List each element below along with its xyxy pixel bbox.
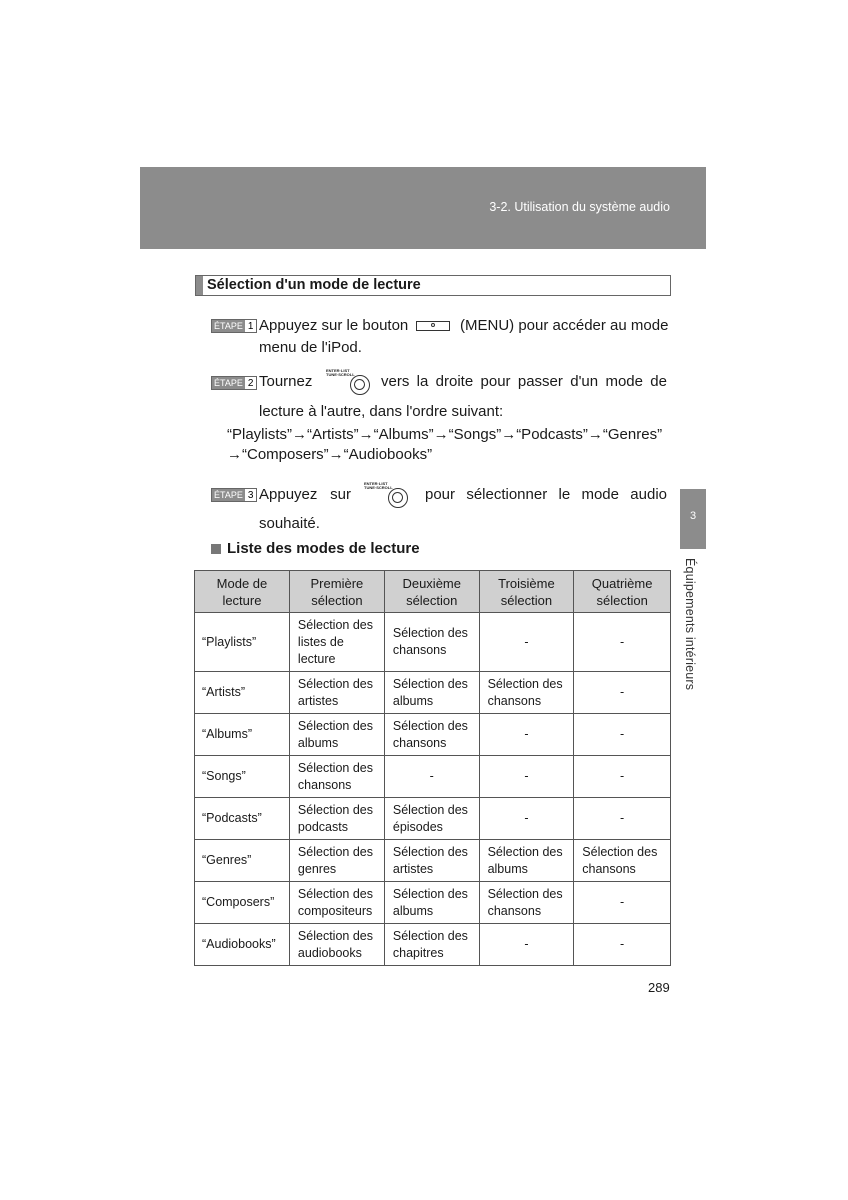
- tune-scroll-knob-icon: [364, 482, 414, 512]
- section-title-text: Sélection d'un mode de lecture: [207, 277, 421, 293]
- table-cell: “Podcasts”: [195, 798, 290, 840]
- step-2-text-start: Tournez: [259, 373, 313, 390]
- list-heading: [211, 540, 420, 557]
- step-1-text-start: Appuyez sur le bouton: [259, 317, 409, 334]
- table-cell: Sélection des épisodes: [384, 798, 479, 840]
- table-cell: Sélection des albums: [384, 882, 479, 924]
- list-heading-text: Liste des modes de lecture: [227, 540, 420, 557]
- table-cell: -: [574, 613, 671, 672]
- step-badge-1: [211, 319, 257, 333]
- step-number: 1: [245, 320, 257, 332]
- table-cell: -: [479, 714, 574, 756]
- table-cell: Sélection des genres: [289, 840, 384, 882]
- table-cell: Sélection des podcasts: [289, 798, 384, 840]
- table-cell: Sélection des chansons: [289, 756, 384, 798]
- table-cell: “Genres”: [195, 840, 290, 882]
- chapter-number: 3: [689, 510, 697, 522]
- table-cell: “Composers”: [195, 882, 290, 924]
- step-label: ÉTAPE: [214, 490, 243, 500]
- table-cell: Sélection des albums: [479, 840, 574, 882]
- table-row: [195, 924, 671, 966]
- chapter-header: [140, 167, 706, 249]
- table-header: Mode de lecture: [195, 571, 290, 613]
- section-breadcrumb: 3-2. Utilisation du système audio: [489, 200, 670, 214]
- table-cell: Sélection des chansons: [574, 840, 671, 882]
- knob-caption: ENTER·LIST TUNE·SCROLL: [326, 368, 355, 377]
- table-cell: -: [384, 756, 479, 798]
- table-cell: Sélection des albums: [384, 672, 479, 714]
- chapter-label: Équipements intérieurs: [683, 558, 697, 691]
- table-row: [195, 613, 671, 672]
- step-3-text-end: pour sélectionner le mode audio: [425, 486, 667, 503]
- step-number: 2: [245, 377, 257, 389]
- table-cell: “Audiobooks”: [195, 924, 290, 966]
- table-header-row: [195, 571, 671, 613]
- step-label: ÉTAPE: [214, 321, 243, 331]
- table-cell: Sélection des chansons: [384, 714, 479, 756]
- table-header: Quatrième sélection: [574, 571, 671, 613]
- table-cell: -: [479, 613, 574, 672]
- mode-sequence-line1: “Playlists”→“Artists”→“Albums”→“Songs”→“Podcasts”→“Genres”: [227, 426, 663, 443]
- table-cell: “Albums”: [195, 714, 290, 756]
- table-cell: Sélection des chansons: [479, 882, 574, 924]
- table-cell: -: [479, 924, 574, 966]
- table-header: Première sélection: [289, 571, 384, 613]
- table-cell: Sélection des audiobooks: [289, 924, 384, 966]
- tune-scroll-knob-icon: [326, 369, 376, 399]
- table-cell: Sélection des chansons: [479, 672, 574, 714]
- section-title-marker: [196, 276, 203, 295]
- section-title: [195, 275, 671, 296]
- table-cell: “Artists”: [195, 672, 290, 714]
- mode-sequence-line2: →“Composers”→“Audiobooks”: [227, 446, 433, 463]
- step-badge-2: [211, 376, 257, 390]
- table-row: [195, 882, 671, 924]
- table-cell: -: [479, 798, 574, 840]
- table-cell: -: [574, 924, 671, 966]
- table-cell: -: [479, 756, 574, 798]
- table-cell: “Songs”: [195, 756, 290, 798]
- step-number: 3: [245, 489, 257, 501]
- table-header: Troisième sélection: [479, 571, 574, 613]
- playback-modes-table: [194, 570, 671, 966]
- chapter-tab: [680, 489, 706, 549]
- table-row: [195, 714, 671, 756]
- table-cell: Sélection des artistes: [289, 672, 384, 714]
- table-cell: -: [574, 882, 671, 924]
- table-row: [195, 798, 671, 840]
- table-cell: Sélection des artistes: [384, 840, 479, 882]
- step-1-text-end: (MENU) pour accéder au mode: [460, 317, 669, 334]
- step-2-text-line2: lecture à l'autre, dans l'ordre suivant:: [259, 403, 504, 420]
- table-cell: “Playlists”: [195, 613, 290, 672]
- table-cell: -: [574, 672, 671, 714]
- table-cell: -: [574, 756, 671, 798]
- page-number: 289: [648, 980, 670, 995]
- step-badge-3: [211, 488, 257, 502]
- step-1-text-line2: menu de l'iPod.: [259, 339, 362, 356]
- table-header: Deuxième sélection: [384, 571, 479, 613]
- table-cell: Sélection des albums: [289, 714, 384, 756]
- table-row: [195, 672, 671, 714]
- table-cell: -: [574, 798, 671, 840]
- table-cell: Sélection des listes de lecture: [289, 613, 384, 672]
- square-bullet-icon: [211, 544, 221, 554]
- table-cell: -: [574, 714, 671, 756]
- step-3-text-start: Appuyez sur: [259, 486, 351, 503]
- step-3-text-line2: souhaité.: [259, 515, 320, 532]
- table-row: [195, 756, 671, 798]
- table-row: [195, 840, 671, 882]
- step-2-text-end: vers la droite pour passer d'un mode de: [381, 373, 667, 390]
- table-cell: Sélection des chansons: [384, 613, 479, 672]
- step-label: ÉTAPE: [214, 378, 243, 388]
- menu-button-icon: [416, 321, 450, 331]
- knob-caption: ENTER·LIST TUNE·SCROLL: [364, 481, 393, 490]
- table-cell: Sélection des compositeurs: [289, 882, 384, 924]
- table-cell: Sélection des chapitres: [384, 924, 479, 966]
